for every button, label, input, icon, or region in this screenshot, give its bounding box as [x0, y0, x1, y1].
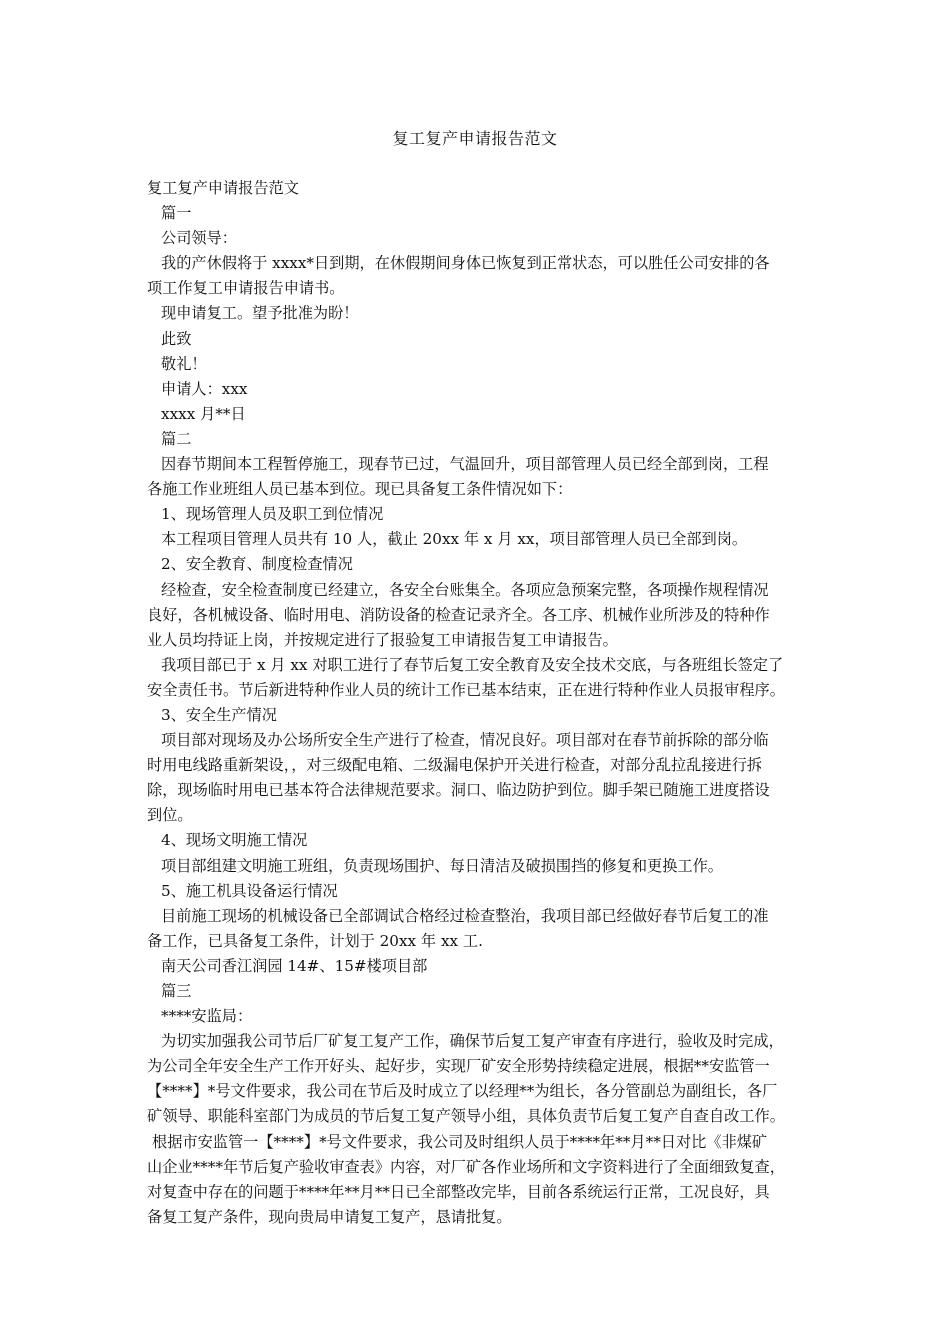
- page-title: 复工复产申请报告范文: [392, 129, 558, 148]
- paragraph-line: 4、现场文明施工情况: [161, 831, 308, 850]
- paragraph-line: 本工程项目管理人员共有 10 人，截止 20xx 年 x 月 xx，项目部管理人员已全部到岗。: [161, 530, 748, 549]
- paragraph-line: 根据市安监管一【****】*号文件要求，我公司及时组织人员于****年**月**日对比《非煤矿: [152, 1132, 768, 1151]
- paragraph-line: 2、安全教育、制度检查情况: [161, 555, 353, 574]
- paragraph-line: 项工作复工申请报告申请书。: [147, 279, 345, 298]
- paragraph-line: 各施工作业班组人员已基本到位。现已具备复工条件情况如下：: [147, 480, 573, 499]
- paragraph-line: 公司领导：: [161, 229, 237, 248]
- paragraph-line: 备工作，已具备复工条件，计划于 20xx 年 xx 工.: [147, 931, 483, 950]
- paragraph-line: ****安监局：: [161, 1007, 253, 1026]
- paragraph-line: 项目部对现场及办公场所安全生产进行了检查，情况良好。项目部对在春节前拆除的部分临: [161, 731, 769, 750]
- paragraph-line: 因春节期间本工程暂停施工，现春节已过，气温回升，项目部管理人员已经全部到岗，工程: [161, 455, 769, 474]
- paragraph-line: 为切实加强我公司节后厂矿复工复产工作，确保节后复工复产审查有序进行，验收及时完成，: [161, 1032, 784, 1051]
- paragraph-line: 申请人：xxx: [161, 379, 248, 398]
- paragraph-line: 敬礼！: [161, 354, 207, 373]
- paragraph-line: 矿领导、职能科室部门为成员的节后复工复产领导小组，具体负责节后复工复产自查自改工作。: [147, 1107, 785, 1126]
- paragraph-line: 【****】*号文件要求，我公司在节后及时成立了以经理**为组长，各分管副总为副组长，各厂: [147, 1082, 778, 1101]
- paragraph-line: 5、施工机具设备运行情况: [161, 881, 338, 900]
- paragraph-line: 篇一: [161, 204, 192, 223]
- paragraph-line: 目前施工现场的机械设备已全部调试合格经过检查整治，我项目部已经做好春节后复工的准: [161, 906, 769, 925]
- paragraph-line: 到位。: [147, 806, 193, 825]
- paragraph-line: 项目部组建文明施工班组，负责现场围护、每日清洁及破损围挡的修复和更换工作。: [161, 856, 723, 875]
- paragraph-line: 篇二: [161, 429, 192, 448]
- paragraph-line: 良好，各机械设备、临时用电、消防设备的检查记录齐全。各工序、机械作业所涉及的特种作: [147, 605, 770, 624]
- document-body: [147, 176, 807, 1230]
- paragraph-line: 备复工复产条件，现向贵局申请复工复产，恳请批复。: [147, 1207, 512, 1226]
- paragraph-line: 除，现场临时用电已基本符合法律规范要求。洞口、临边防护到位。脚手架已随施工进度搭设: [147, 781, 770, 800]
- paragraph-line: 1、现场管理人员及职工到位情况: [161, 505, 384, 524]
- paragraph-line: 安全责任书。节后新进特种作业人员的统计工作已基本结束，正在进行特种作业人员报审程序。: [147, 680, 785, 699]
- paragraph-line: 山企业****年节后复产验收审查表》内容，对厂矿各作业场所和文字资料进行了全面细致复查，: [147, 1157, 785, 1176]
- paragraph-line: 现申请复工。望予批准为盼！: [161, 304, 359, 323]
- paragraph-line: 3、安全生产情况: [161, 705, 277, 724]
- paragraph-line: xxxx 月**日: [161, 404, 246, 423]
- paragraph-line: 为公司全年安全生产工作开好头、起好步，实现厂矿安全形势持续稳定进展，根据**安监管一: [147, 1057, 770, 1076]
- paragraph-line: 我的产休假将于 xxxx*日到期，在休假期间身体已恢复到正常状态，可以胜任公司安排的各: [161, 254, 770, 273]
- paragraph-line: 时用电线路重新架设，，对三级配电箱、二级漏电保护开关进行检查，对部分乱拉乱接进行拆: [147, 756, 763, 775]
- paragraph-line: 此致: [161, 329, 192, 348]
- paragraph-line: 经检查，安全检查制度已经建立，各安全台账集全。各项应急预案完整，各项操作规程情况: [161, 580, 769, 599]
- paragraph-line: 我项目部已于 x 月 xx 对职工进行了春节后复工安全教育及安全技术交底，与各班组长签定了: [161, 655, 784, 674]
- paragraph-line: 篇三: [161, 982, 192, 1000]
- paragraph-line: 对复查中存在的问题于****年**月**日已全部整改完毕，目前各系统运行正常，工况良好，具: [147, 1182, 770, 1201]
- paragraph-line: 业人员均持证上岗，并按规定进行了报验复工申请报告复工申请报告。: [147, 630, 618, 649]
- paragraph-line: 复工复产申请报告范文: [147, 179, 299, 197]
- paragraph-line: 南天公司香江润园 14#、15#楼项目部: [161, 956, 428, 975]
